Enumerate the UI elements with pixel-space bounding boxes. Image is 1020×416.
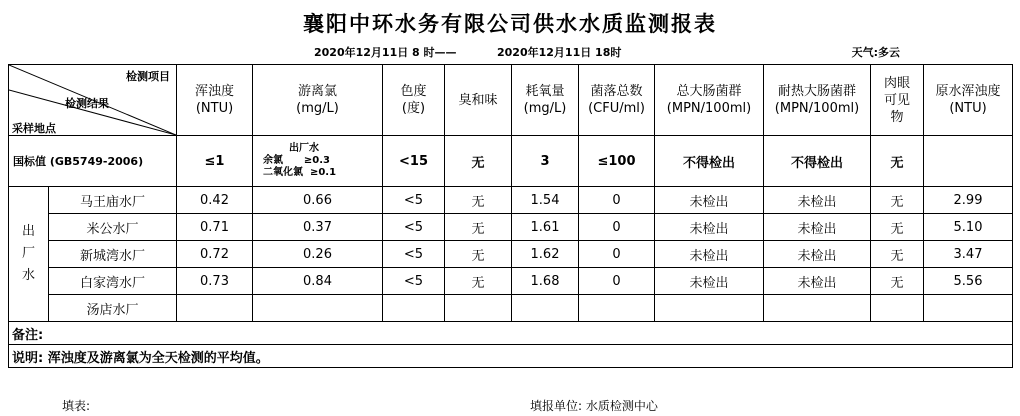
raw-turbidity-value: 2.99 bbox=[924, 187, 1013, 214]
oxygen-value: 1.68 bbox=[512, 268, 579, 295]
explanation-row bbox=[9, 345, 1013, 368]
col-header-oxygen: 耗氧量 (mg/L) bbox=[512, 65, 579, 136]
site-name: 新城湾水厂 bbox=[49, 241, 177, 268]
visible-value: 无 bbox=[871, 241, 924, 268]
reporting-unit: 填报单位: 水质检测中心 bbox=[530, 399, 658, 413]
raw-turbidity-value: 5.10 bbox=[924, 214, 1013, 241]
corner-site-label: 采样地点 bbox=[12, 122, 56, 135]
std-visible: 无 bbox=[871, 136, 924, 187]
col-header-color: 色度 (度) bbox=[383, 65, 445, 136]
col-header-turbidity: 浑浊度 (NTU) bbox=[177, 65, 253, 136]
table-row bbox=[9, 187, 1013, 214]
chlorine-value: 0.84 bbox=[253, 268, 383, 295]
odor-value bbox=[445, 295, 512, 322]
std-oxygen: 3 bbox=[512, 136, 579, 187]
col-header-odor: 臭和味 bbox=[445, 65, 512, 136]
color-value bbox=[383, 295, 445, 322]
odor-value: 无 bbox=[445, 214, 512, 241]
raw-turbidity-value: 5.56 bbox=[924, 268, 1013, 295]
coliform-value: 未检出 bbox=[655, 214, 764, 241]
std-thermo-coliform: 不得检出 bbox=[764, 136, 871, 187]
oxygen-value: 1.61 bbox=[512, 214, 579, 241]
thermo-coliform-value bbox=[764, 295, 871, 322]
raw-turbidity-value bbox=[924, 295, 1013, 322]
turbidity-value bbox=[177, 295, 253, 322]
col-header-chlorine: 游离氯 (mg/L) bbox=[253, 65, 383, 136]
chlorine-value: 0.66 bbox=[253, 187, 383, 214]
odor-value: 无 bbox=[445, 241, 512, 268]
thermo-coliform-value: 未检出 bbox=[764, 268, 871, 295]
colony-value: 0 bbox=[579, 187, 655, 214]
thermo-coliform-value: 未检出 bbox=[764, 241, 871, 268]
std-turbidity: ≤1 bbox=[177, 136, 253, 187]
corner-item-label: 检测项目 bbox=[126, 70, 170, 83]
col-header-visible: 肉眼可见物 bbox=[871, 65, 924, 136]
table-row bbox=[9, 241, 1013, 268]
header-row bbox=[9, 65, 1013, 136]
visible-value: 无 bbox=[871, 187, 924, 214]
chlorine-value bbox=[253, 295, 383, 322]
water-quality-table bbox=[8, 64, 1013, 368]
filler-label: 填表: bbox=[62, 399, 91, 413]
coliform-value bbox=[655, 295, 764, 322]
turbidity-value: 0.71 bbox=[177, 214, 253, 241]
start-datetime: 2020年12月11日 8 时—— bbox=[314, 46, 457, 59]
colony-value: 0 bbox=[579, 268, 655, 295]
col-header-colony: 菌落总数 (CFU/ml) bbox=[579, 65, 655, 136]
explanation-text: 说明: 浑浊度及游离氯为全天检测的平均值。 bbox=[9, 345, 1013, 368]
table-row bbox=[9, 214, 1013, 241]
chlorine-value: 0.37 bbox=[253, 214, 383, 241]
site-name: 马王庙水厂 bbox=[49, 187, 177, 214]
weather-label: 天气:多云 bbox=[851, 46, 900, 59]
turbidity-value: 0.72 bbox=[177, 241, 253, 268]
remarks-row bbox=[9, 322, 1013, 345]
col-header-raw-turbidity: 原水浑浊度 (NTU) bbox=[924, 65, 1013, 136]
color-value: <5 bbox=[383, 214, 445, 241]
turbidity-value: 0.42 bbox=[177, 187, 253, 214]
coliform-value: 未检出 bbox=[655, 241, 764, 268]
std-raw-turbidity bbox=[924, 136, 1013, 187]
coliform-value: 未检出 bbox=[655, 187, 764, 214]
turbidity-value: 0.73 bbox=[177, 268, 253, 295]
std-coliform: 不得检出 bbox=[655, 136, 764, 187]
raw-turbidity-value: 3.47 bbox=[924, 241, 1013, 268]
table-row bbox=[9, 295, 1013, 322]
std-chlorine: 出厂水 余氯 ≥0.3 二氧化氯 ≥0.1 bbox=[253, 136, 383, 187]
oxygen-value: 1.54 bbox=[512, 187, 579, 214]
std-odor: 无 bbox=[445, 136, 512, 187]
odor-value: 无 bbox=[445, 268, 512, 295]
coliform-value: 未检出 bbox=[655, 268, 764, 295]
site-name: 白家湾水厂 bbox=[49, 268, 177, 295]
oxygen-value: 1.62 bbox=[512, 241, 579, 268]
color-value: <5 bbox=[383, 187, 445, 214]
site-name: 米公水厂 bbox=[49, 214, 177, 241]
std-color: <15 bbox=[383, 136, 445, 187]
colony-value bbox=[579, 295, 655, 322]
odor-value: 无 bbox=[445, 187, 512, 214]
chlorine-value: 0.26 bbox=[253, 241, 383, 268]
report-title: 襄阳中环水务有限公司供水水质监测报表 bbox=[303, 12, 717, 36]
site-name: 汤店水厂 bbox=[49, 295, 177, 322]
color-value: <5 bbox=[383, 241, 445, 268]
outlet-water-label: 出厂水 bbox=[9, 187, 49, 322]
colony-value: 0 bbox=[579, 241, 655, 268]
thermo-coliform-value: 未检出 bbox=[764, 214, 871, 241]
standard-label: 国标值 (GB5749-2006) bbox=[9, 136, 177, 187]
oxygen-value bbox=[512, 295, 579, 322]
visible-value: 无 bbox=[871, 268, 924, 295]
col-header-coliform: 总大肠菌群 (MPN/100ml) bbox=[655, 65, 764, 136]
table-row bbox=[9, 268, 1013, 295]
corner-header-cell bbox=[9, 65, 177, 136]
remarks-label: 备注: bbox=[9, 322, 1013, 345]
std-colony: ≤100 bbox=[579, 136, 655, 187]
standard-row bbox=[9, 136, 1013, 187]
corner-result-label: 检测结果 bbox=[65, 97, 109, 110]
col-header-thermo-coliform: 耐热大肠菌群 (MPN/100ml) bbox=[764, 65, 871, 136]
visible-value: 无 bbox=[871, 214, 924, 241]
thermo-coliform-value: 未检出 bbox=[764, 187, 871, 214]
colony-value: 0 bbox=[579, 214, 655, 241]
end-datetime: 2020年12月11日 18时 bbox=[497, 46, 622, 59]
visible-value bbox=[871, 295, 924, 322]
color-value: <5 bbox=[383, 268, 445, 295]
